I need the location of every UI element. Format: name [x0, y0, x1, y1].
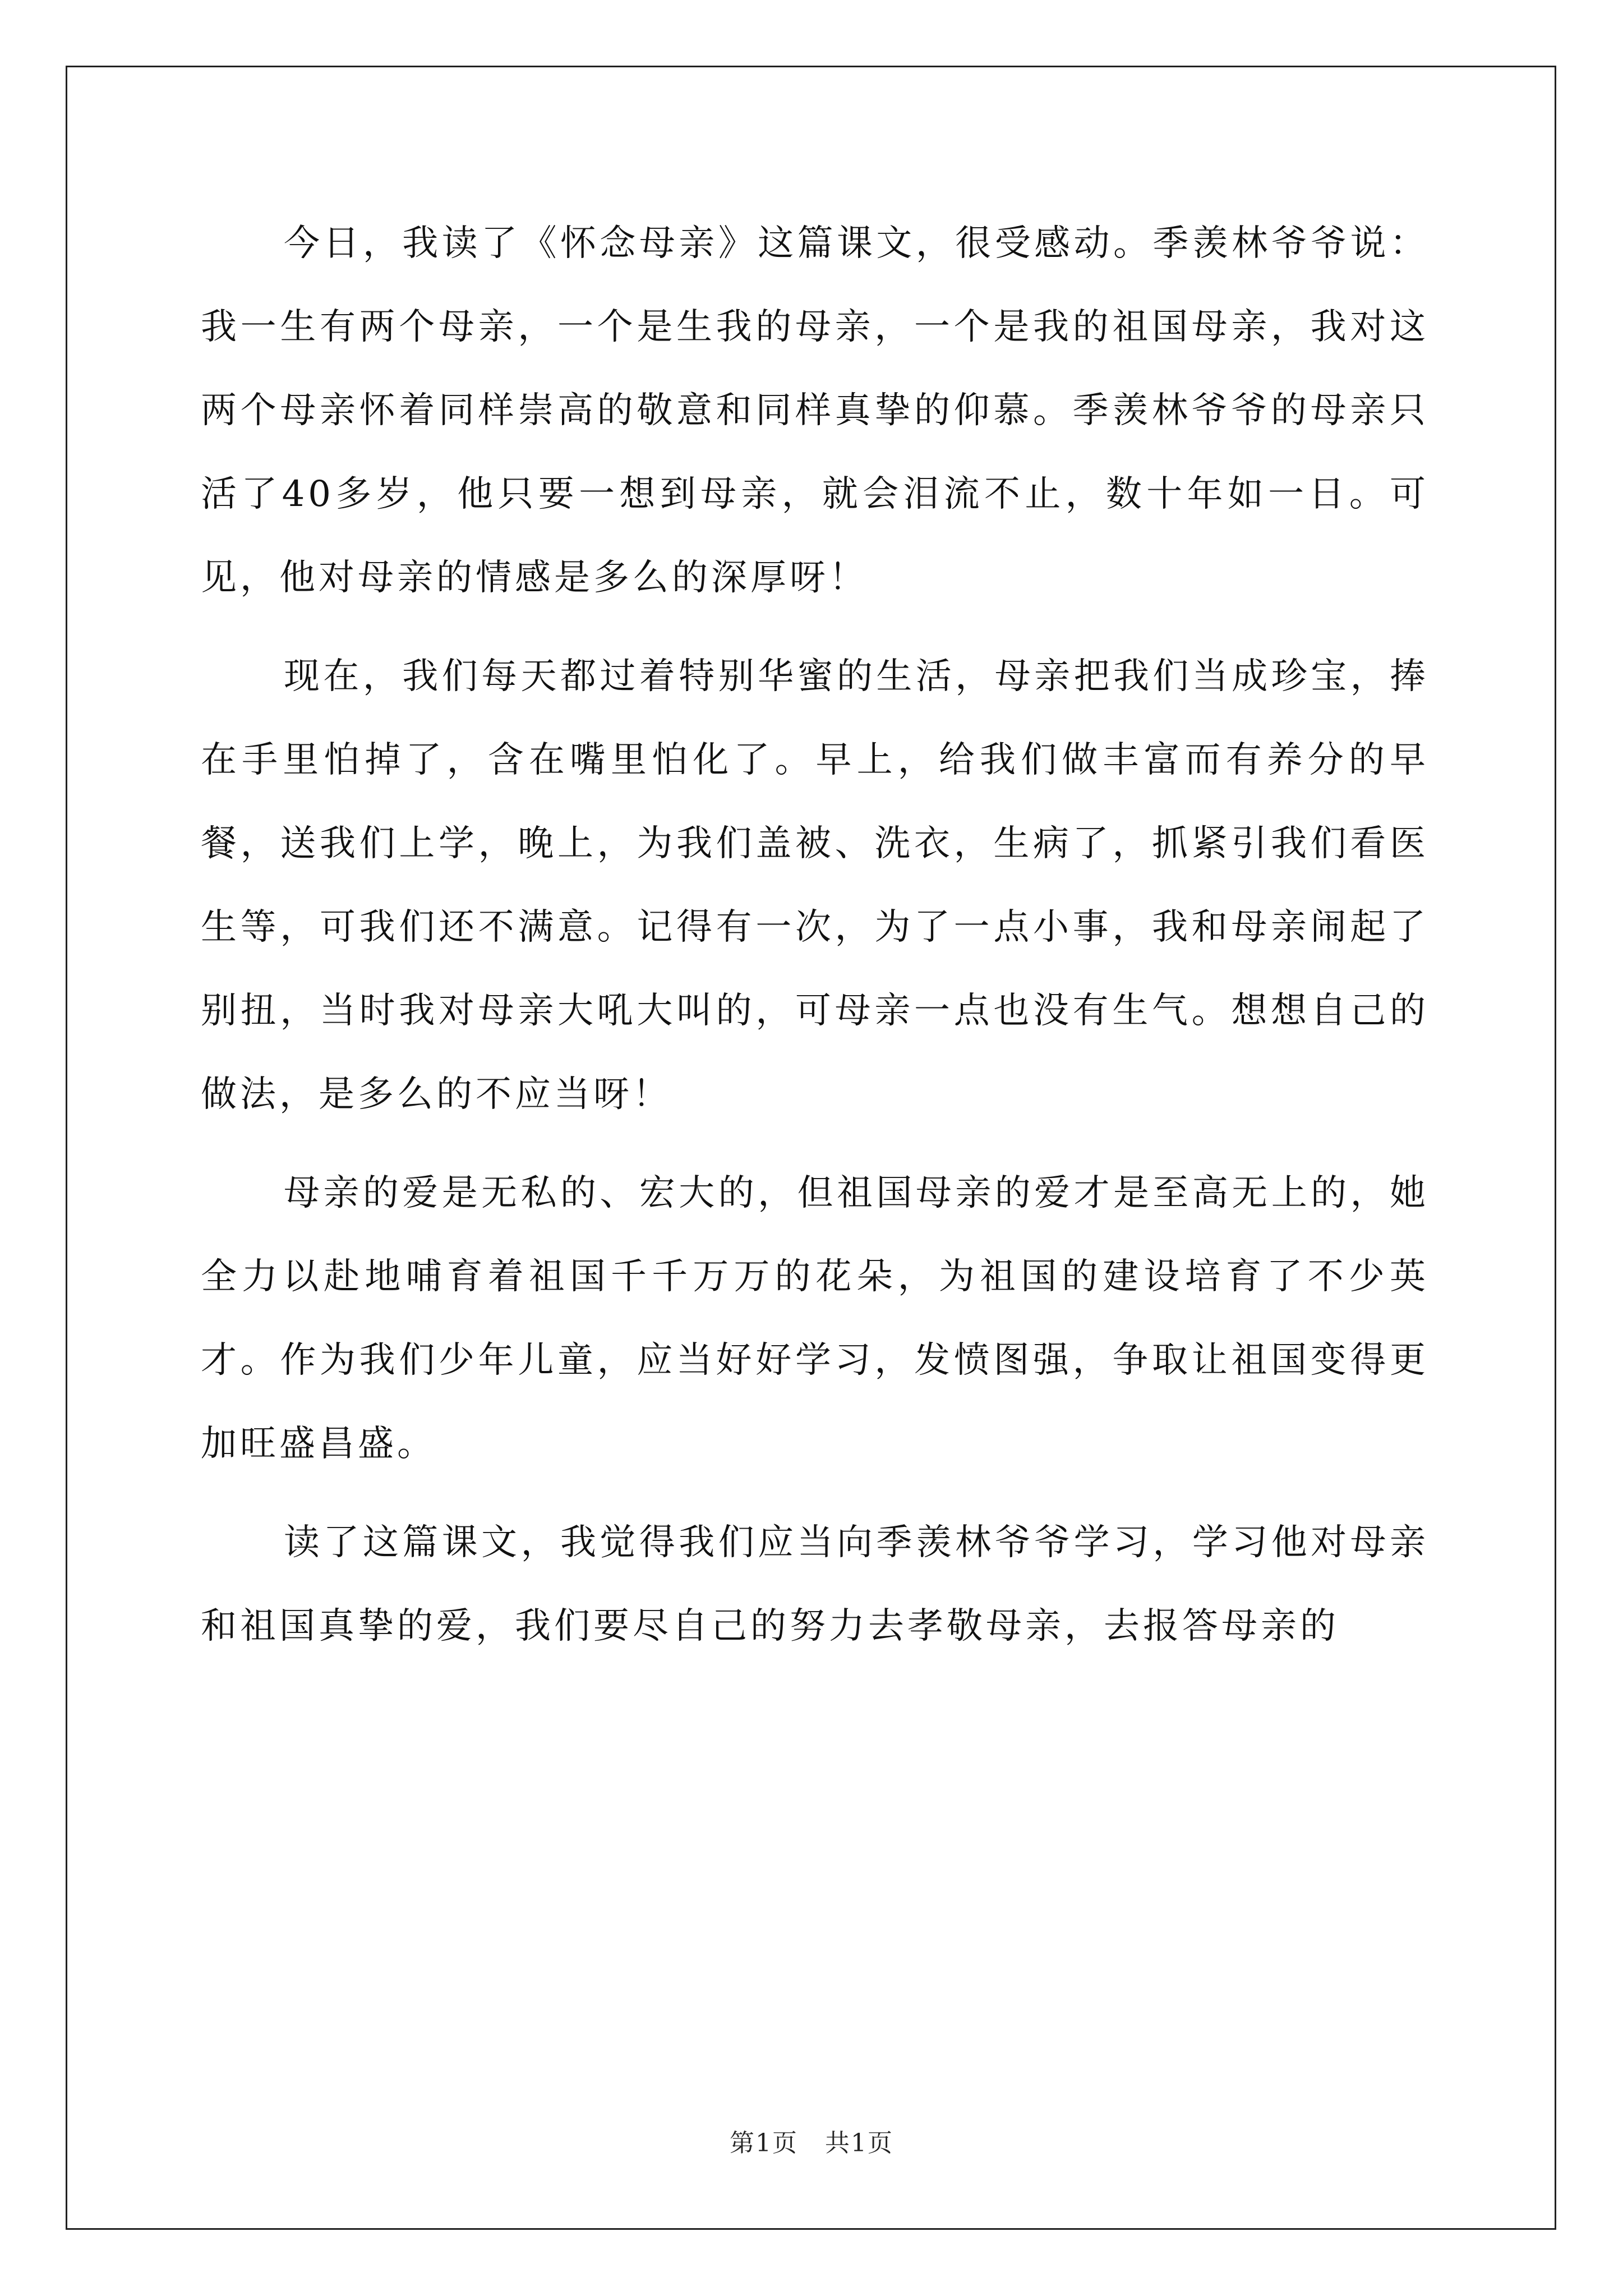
paragraph-2: 现在，我们每天都过着特别华蜜的生活，母亲把我们当成珍宝，捧在手里怕掉了，含在嘴里怕化了。早上，给我们做丰富而有养分的早餐，送我们上学，晚上，为我们盖被、洗衣，生病了，抓紧引我们看医生等，可我们还不满意。记得有一次，为了一点小事，我和母亲闹起了别扭，当时我对母亲大吼大叫的，可母亲一点也没有生气。想想自己的做法，是多么的不应当呀！ [201, 656, 1429, 1115]
page-number-footer: 第1页 共1页 [730, 2129, 893, 2157]
paragraph-1: 今日，我读了《怀念母亲》这篇课文，很受感动。季羡林爷爷说：我一生有两个母亲，一个是生我的母亲，一个是我的祖国母亲，我对这两个母亲怀着同样崇高的敬意和同样真挚的仰慕。季羡林爷爷的母亲只活了40多岁，他只要一想到母亲，就会泪流不止，数十年如一日。可见，他对母亲的情感是多么的深厚呀！ [201, 223, 1429, 599]
paragraph-3: 母亲的爱是无私的、宏大的，但祖国母亲的爱才是至高无上的，她全力以赴地哺育着祖国千千万万的花朵，为祖国的建设培育了不少英才。作为我们少年儿童，应当好好学习，发愤图强，争取让祖国变得更加旺盛昌盛。 [201, 1172, 1429, 1465]
paragraph-4: 读了这篇课文，我觉得我们应当向季羡林爷爷学习，学习他对母亲和祖国真挚的爱，我们要尽自己的努力去孝敬母亲，去报答母亲的 [201, 1522, 1429, 1647]
document-body [201, 202, 1429, 1683]
